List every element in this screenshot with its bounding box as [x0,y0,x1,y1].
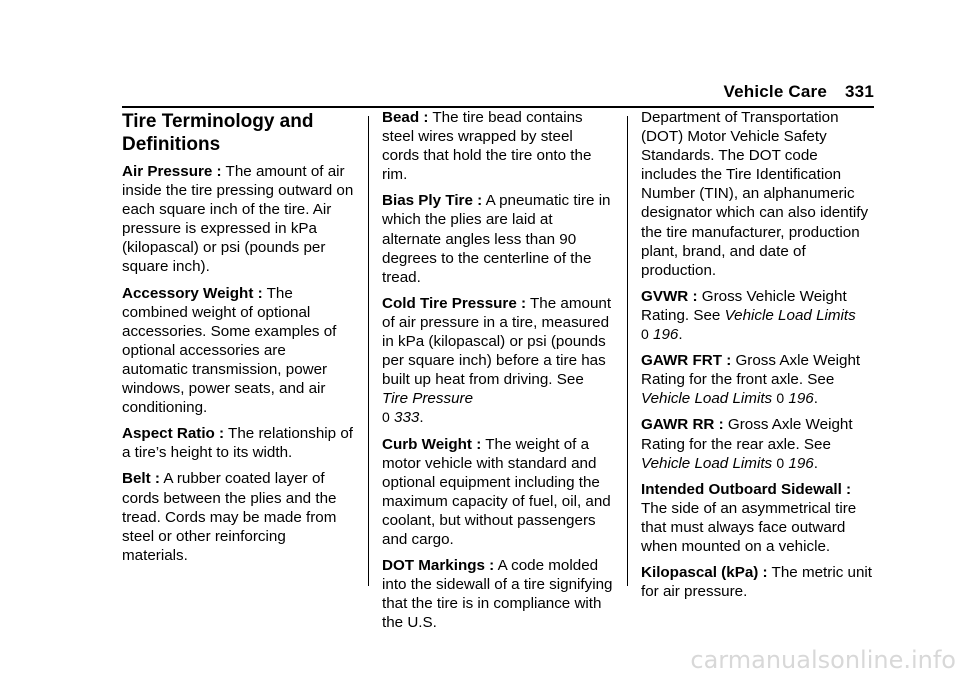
term: DOT Markings : [382,557,495,575]
definition-entry [641,480,873,556]
definition: A code molded into the sidewall of a tire signifying that the tire is in compliance with the U.S. [382,557,613,632]
definition: The combined weight of optional accessories. Some examples of optional accessories are automatic transmission, power windows, power seats, and air conditioning. [122,284,337,417]
cross-reference-link[interactable]: Vehicle Load Limits [641,390,773,408]
term: Curb Weight : [382,435,482,453]
punctuation: . [813,390,818,408]
term: Intended Outboard Sidewall : [641,480,852,498]
definition-entry [122,424,354,462]
term: Belt : [122,470,160,488]
cross-reference-link[interactable]: Vehicle Load Limits [724,306,856,324]
punctuation: . [419,409,424,427]
punctuation: . [813,454,818,472]
definition: The tire bead contains steel wires wrapped by steel cords that hold the tire onto the rim. [382,109,592,184]
definition: Gross Axle Weight Rating for the rear axle. See [641,416,853,453]
column-divider [368,116,369,586]
page-reference-link[interactable]: 196 [788,454,814,472]
definition-entry [122,162,354,277]
term: Accessory Weight : [122,284,263,302]
term: Aspect Ratio : [122,425,225,443]
page-ref-icon: 0 [776,454,785,471]
definition: Gross Vehicle Weight Rating. See [641,287,847,324]
page-number: 331 [845,82,874,101]
term: Air Pressure : [122,163,222,180]
page-reference-link[interactable]: 196 [653,326,679,344]
term: GVWR : [641,287,698,305]
term: Bias Ply Tire : [382,192,483,210]
definition: The metric unit for air pressure. [641,564,872,601]
definition: A pneumatic tire in which the plies are laid at alternate angles less than 90 degrees to the centerline of the tread. [382,192,611,286]
term: Kilopascal (kPa) : [641,564,768,582]
definition-entry [641,415,873,472]
watermark: carmanualsonline.info [690,646,956,674]
definition: The weight of a motor vehicle with standard and optional equipment including the maximum capacity of fuel, oil, and coolant, but without passengers and cargo. [382,435,611,548]
page-ref-icon: 0 [641,326,649,343]
definition: The amount of air pressure in a tire, measured in kPa (kilopascal) or psi (pounds per square inch) before a tire has built up heat from driving. See [382,294,612,389]
term: GAWR FRT : [641,352,732,370]
term: Bead : [382,109,429,126]
column-2 [382,108,614,639]
definition: A rubber coated layer of cords between the plies and the tread. Cords may be made from steel or other reinforcing materials. [122,470,337,564]
term: GAWR RR : [641,416,724,434]
definition-entry [382,294,614,428]
definition-entry [382,108,614,184]
column-divider [627,116,628,586]
page-reference-link[interactable]: 196 [788,390,814,408]
continuation-text: Department of Transportation (DOT) Motor Vehicle Safety Standards. The DOT code includes the Tire Identification Number (TIN), an alphanumeric designator which can also identify the tire manufacturer, production plant, brand, and date of production. [641,109,869,279]
definition-entry [122,469,354,564]
definition-entry [382,556,614,632]
punctuation: . [678,326,683,344]
definition-entry [641,563,873,601]
definition: Gross Axle Weight Rating for the front axle. See [641,352,861,389]
definition: The amount of air inside the tire pressing outward on each square inch of the tire. Air pressure is expressed in kPa (kilopascal) or psi (pounds per square inch). [122,163,354,276]
definition-entry [641,351,873,408]
page-ref-icon: 0 [776,390,785,407]
definition-entry [122,284,354,418]
column-1 [122,108,354,572]
page-header [724,82,875,102]
definition-entry [382,435,614,550]
cross-reference-link[interactable]: Vehicle Load Limits [641,454,773,472]
page-ref-icon: 0 [382,409,390,426]
definition: The relationship of a tire’s height to its width. [122,425,354,462]
definition-entry [641,287,873,344]
definition-entry [382,191,614,286]
column-3 [641,108,873,608]
definition: The side of an asymmetrical tire that must always face outward when mounted on a vehicle. [641,499,857,555]
section-name: Vehicle Care [723,82,828,101]
page-reference-link[interactable]: 333 [394,409,420,427]
section-title: Tire Terminology and Definitions [122,111,314,155]
cross-reference-link[interactable]: Tire Pressure [382,390,474,408]
term: Cold Tire Pressure : [382,294,527,312]
